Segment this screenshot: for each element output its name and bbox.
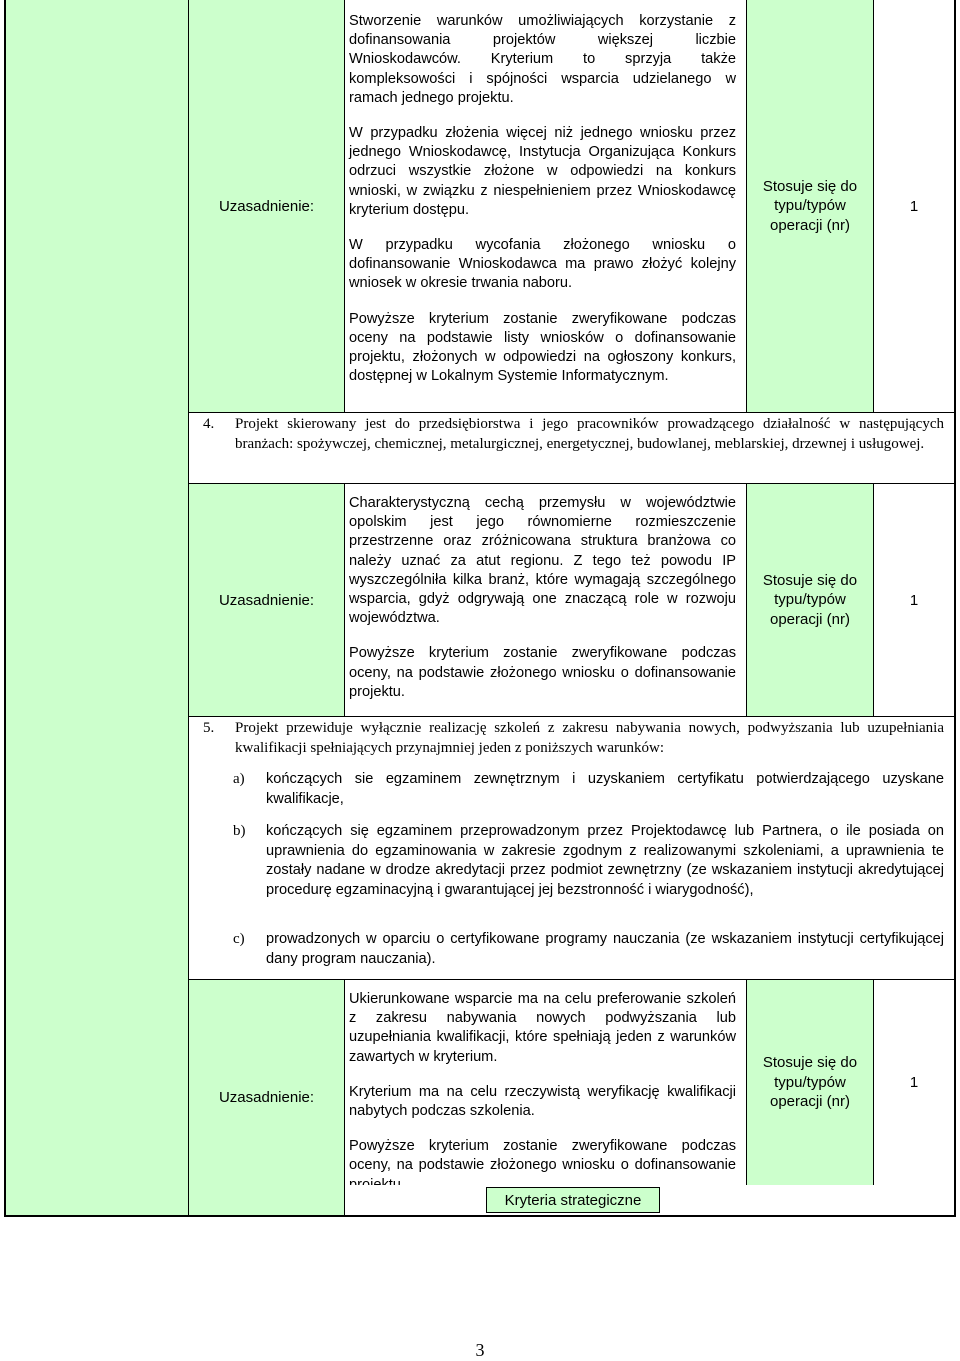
justification-label-3: Uzasadnienie: bbox=[189, 980, 345, 1215]
item-text: prowadzonych w oparciu o certyfikowane programy nauczania (ze wskazaniem instytucji certyfikującej dany program nauczania). bbox=[266, 931, 944, 967]
item-text: kończących się egzaminem przeprowadzonym przez Projektodawcę lub Partnera, o ile posiada on uprawnienia do egzaminowania w zakresie zgodnym z realizowanymi szkoleniami, a uprawnienia te zostały nadane w drodze akredytacji przez podmiot zewnętrzny (ze wskazaniem instytucji akredytującej procedurę egzaminacyjną i gwarantującej jej bezstronność i wiarygodność), bbox=[266, 823, 944, 898]
table-frame bbox=[4, 0, 956, 1217]
paragraph: Powyższe kryterium zostanie zweryfikowane podczas oceny na podstawie listy wniosków o dofinansowanie projektu, złożonych w odpowiedzi na ogłoszony konkurs, dostępnej w Lokalnym Systemie Informatycznym. bbox=[349, 310, 736, 385]
applies-to-operations-1: Stosuje się do typu/typów operacji (nr) bbox=[747, 0, 874, 412]
paragraph: Kryterium ma na celu rzeczywistą weryfikację kwalifikacji nabytych podczas szkolenia. bbox=[349, 1083, 736, 1120]
criterion-5-text: Projekt przewiduje wyłącznie realizację szkoleń z zakresu nabywania nowych, podwyższania lub uzupełniania kwalifikacji spełniających przynajmniej jeden z poniższych warunków: bbox=[235, 720, 944, 756]
criterion-4-text: Projekt skierowany jest do przedsiębiorstwa i jego pracowników prowadzącego działalność w następujących branżach: spożywczej, chemicznej, metalurgicznej, energetycznej, budowlanej, meblarskiej, drzewnej i usługowej. bbox=[235, 416, 944, 452]
operation-number-1: 1 bbox=[874, 0, 954, 412]
paragraph: Powyższe kryterium zostanie zweryfikowane podczas oceny, na podstawie złożonego wniosku o dofinansowanie bbox=[349, 1138, 736, 1174]
applies-to-operations-3: Stosuje się do typu/typów operacji (nr) bbox=[747, 980, 874, 1185]
criterion-4-number: 4. bbox=[203, 416, 215, 432]
paragraph: W przypadku wycofania złożonego wniosku o dofinansowanie Wnioskodawca ma prawo złożyć kolejny wniosek w okresie trwania naboru. bbox=[349, 237, 736, 292]
paragraph: Powyższe kryterium zostanie zweryfikowane podczas oceny, na podstawie złożonego wniosku o dofinansowanie projektu. bbox=[349, 645, 736, 700]
operation-number-2: 1 bbox=[874, 484, 954, 716]
paragraph: Ukierunkowane wsparcie ma na celu preferowanie szkoleń z zakresu nabywania nowych podwyższania lub uzupełniania kwalifikacji, które spełniają jeden z warunków zawartych w kryterium. bbox=[349, 991, 736, 1065]
justification-label-2: Uzasadnienie: bbox=[189, 484, 345, 716]
page-number: 3 bbox=[475, 1340, 485, 1360]
paragraph: Stworzenie warunków umożliwiających korzystanie z dofinansowania projektów większej liczbie Wnioskodawców. Kryterium to sprzyja także kompleksowości i spójności wsparcia udzielanego w ramach jednego projektu. bbox=[349, 13, 736, 106]
item-letter: c) bbox=[233, 931, 245, 947]
item-letter: a) bbox=[233, 771, 245, 787]
strategic-criteria-header: Kryteria strategiczne bbox=[486, 1187, 660, 1213]
criterion-5-number: 5. bbox=[203, 720, 215, 736]
paragraph: Charakterystyczną cechą przemysłu w województwie opolskim jest jego równomierne rozmieszczenie przestrzenne oraz zróżnicowana struktura branżowa co należy uznać za atut regionu. Z tego też powodu IP wyszczególniła kilka branż, które wymagają szczególnego wsparcia, gdyż odgrywają one znaczącą role w rozwoju województwa. bbox=[349, 495, 736, 627]
item-letter: b) bbox=[233, 823, 246, 839]
item-text: kończących sie egzaminem zewnętrznym i uzyskaniem certyfikatu potwierdzającego uzyskane kwalifikacje, bbox=[266, 771, 944, 807]
applies-to-operations-2: Stosuje się do typu/typów operacji (nr) bbox=[747, 484, 874, 716]
paragraph: W przypadku złożenia więcej niż jednego wniosku przez jednego Wnioskodawcę, Instytucja Organizująca Konkurs odrzuci wszystkie złożone w odpowiedzi na konkurs wnioski, w związku z niespełnieniem przez Wnioskodawcę kryterium dostępu. bbox=[349, 125, 736, 218]
operation-number-3: 1 bbox=[874, 980, 954, 1185]
justification-label-1: Uzasadnienie: bbox=[189, 0, 345, 412]
